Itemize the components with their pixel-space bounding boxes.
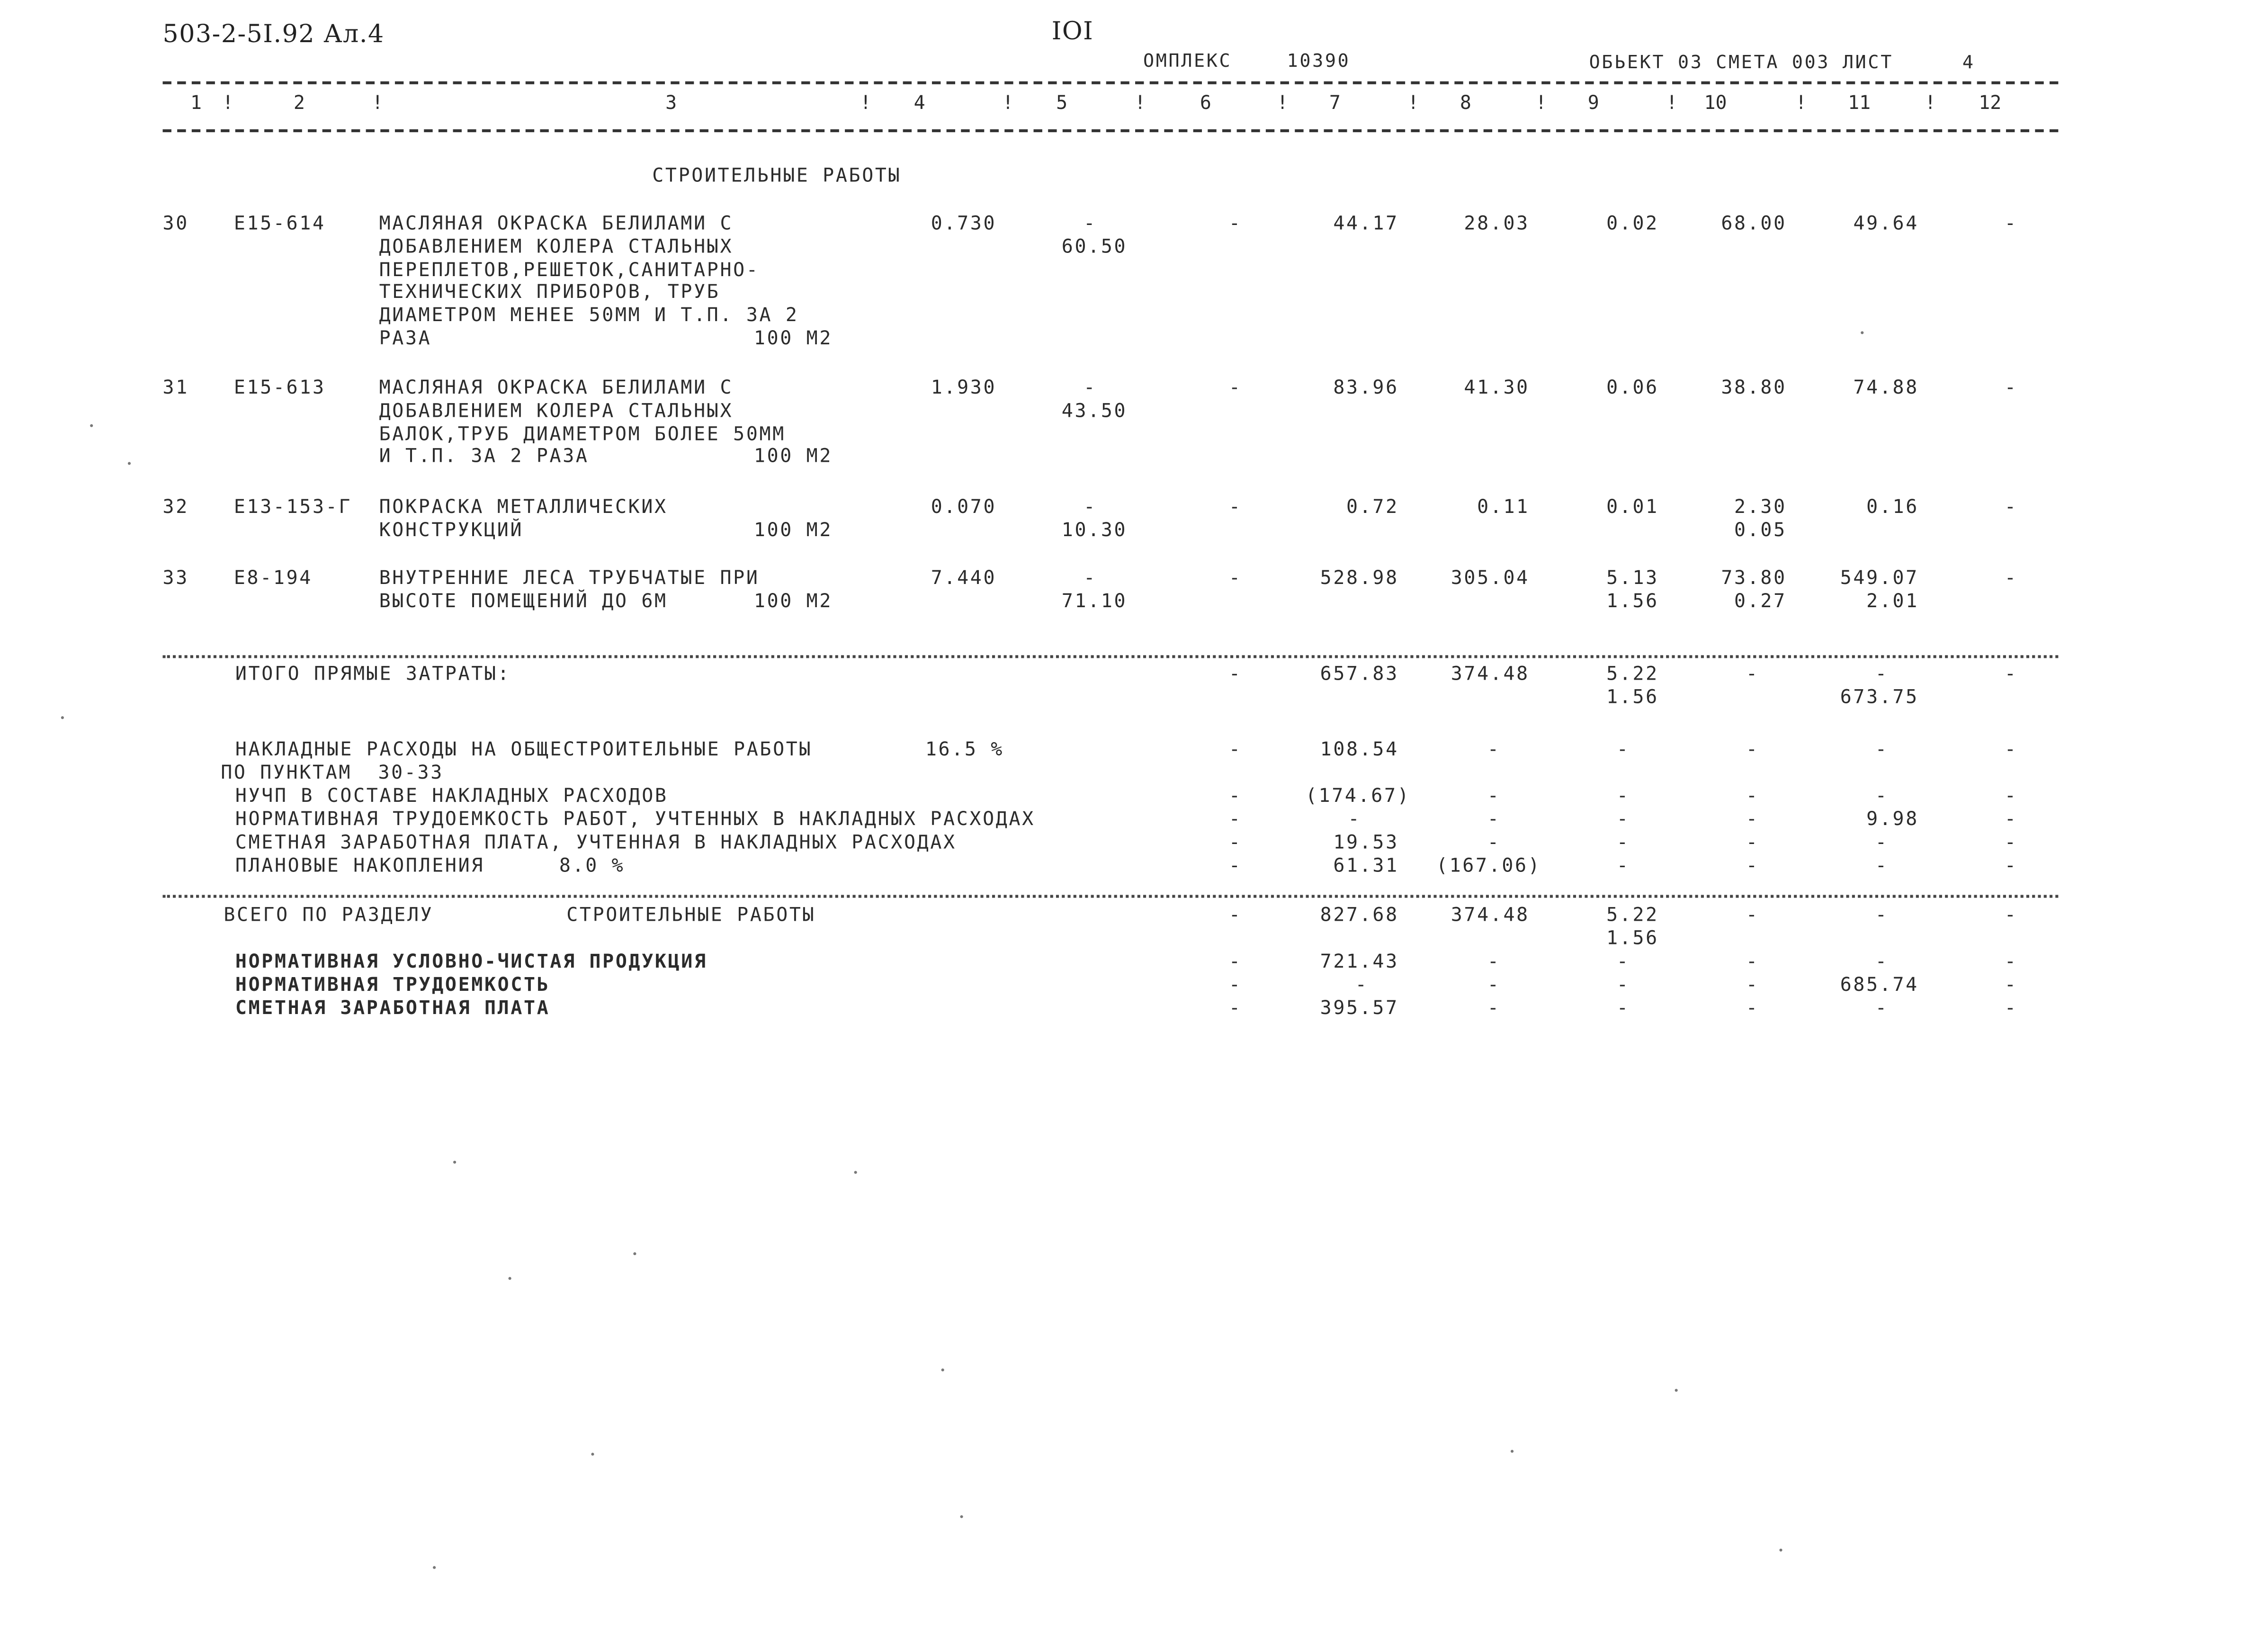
object-info: ОБЬЕКТ 03 СМЕТА 003 ЛИСТ: [1589, 51, 1893, 73]
row-c9: 0.06: [1606, 377, 1659, 400]
summary-c10: -: [1746, 975, 1759, 997]
column-number: 1: [190, 93, 202, 115]
summary-c12: -: [2004, 952, 2018, 974]
row-unit: 100 М2: [753, 446, 833, 468]
total-c11: -: [1875, 905, 1889, 927]
row-description-line: ДОБАВЛЕНИЕМ КОЛЕРА СТАЛЬНЫХ: [379, 400, 734, 422]
summary-c8: -: [1487, 952, 1501, 974]
row-c11: 549.07: [1840, 568, 1919, 590]
row-c10-second: 0.05: [1734, 520, 1787, 542]
row-c8: 41.30: [1464, 377, 1530, 400]
row-description-line: РАЗА: [379, 328, 432, 350]
column-separator: !: [222, 93, 234, 115]
overhead-c12: -: [2004, 832, 2018, 854]
row-description-line: МАСЛЯНАЯ ОКРАСКА БЕЛИЛАМИ С: [379, 377, 734, 400]
summary-c6: -: [1228, 952, 1242, 974]
scan-speck: [453, 1161, 456, 1164]
scan-speck: [433, 1566, 436, 1569]
direct-c6: -: [1228, 664, 1242, 686]
column-separator: !: [1134, 93, 1146, 115]
overhead-c12: -: [2004, 739, 2018, 762]
total-c7: 827.68: [1320, 905, 1399, 927]
row-c9: 0.01: [1606, 497, 1659, 519]
direct-c7: 657.83: [1320, 664, 1399, 686]
overhead-c11: -: [1875, 786, 1889, 808]
row-c7: 44.17: [1333, 213, 1399, 235]
overhead-label: СМЕТНАЯ ЗАРАБОТНАЯ ПЛАТА, УЧТЕННАЯ В НАКЛАДНЫХ РАСХОДАХ: [235, 832, 957, 854]
summary-c6: -: [1228, 998, 1242, 1020]
overhead-label: НУЧП В СОСТАВЕ НАКЛАДНЫХ РАСХОДОВ: [235, 786, 668, 808]
header-rule-bottom: [163, 129, 2059, 132]
overhead-c12: -: [2004, 786, 2018, 808]
overhead-label: ПО ПУНКТАМ 30-33: [221, 763, 444, 785]
overhead-c6: -: [1228, 786, 1242, 808]
overhead-c11: -: [1875, 739, 1889, 762]
summary-c8: -: [1487, 998, 1501, 1020]
column-separator: !: [372, 93, 384, 115]
row-c5-top: -: [1084, 377, 1097, 400]
row-c9: 0.02: [1606, 213, 1659, 235]
overhead-c6: -: [1228, 855, 1242, 878]
row-unit: 100 М2: [753, 520, 833, 542]
page-number: IOI: [1051, 17, 1094, 47]
scan-speck: [1779, 1549, 1782, 1552]
row-c5-bottom: 43.50: [1061, 400, 1128, 422]
column-separator: !: [1277, 93, 1289, 115]
overhead-c9: -: [1616, 855, 1630, 878]
total-c12: -: [2004, 905, 2018, 927]
summary-c9: -: [1616, 975, 1630, 997]
scan-speck: [1511, 1450, 1514, 1453]
overhead-c9: -: [1616, 786, 1630, 808]
row-c7: 83.96: [1333, 377, 1399, 400]
section-total-label: ВСЕГО ПО РАЗДЕЛУ: [224, 905, 434, 927]
row-code: Е13-153-Г: [233, 497, 352, 519]
direct-c12: -: [2004, 664, 2018, 686]
column-separator: !: [1795, 93, 1807, 115]
scan-speck: [128, 462, 131, 465]
section-title: СТРОИТЕЛЬНЫЕ РАБОТЫ: [652, 165, 902, 188]
summary-c12: -: [2004, 998, 2018, 1020]
row-c5-top: -: [1084, 497, 1097, 519]
overhead-c11: -: [1875, 855, 1889, 878]
row-number: 30: [162, 213, 189, 235]
row-c11: 49.64: [1853, 213, 1919, 235]
direct-c11: -: [1875, 664, 1889, 686]
summary-c7: -: [1355, 975, 1369, 997]
row-c9: 5.13: [1606, 568, 1659, 590]
row-unit: 100 М2: [753, 328, 833, 350]
scan-speck: [960, 1515, 963, 1518]
row-description-line: КОНСТРУКЦИЙ: [379, 520, 524, 542]
row-description-line: МАСЛЯНАЯ ОКРАСКА БЕЛИЛАМИ С: [379, 213, 734, 235]
scan-speck: [1675, 1389, 1678, 1392]
overhead-c7: -: [1348, 809, 1361, 831]
row-c7: 528.98: [1320, 568, 1399, 590]
summary-c12: -: [2004, 975, 2018, 997]
row-c12: -: [2004, 377, 2018, 400]
scan-speck: [509, 1277, 511, 1280]
row-c9-second: 1.56: [1606, 591, 1659, 613]
column-number: 9: [1587, 93, 1599, 115]
row-c5-bottom: 71.10: [1061, 591, 1128, 613]
column-number: 5: [1056, 93, 1068, 115]
row-c10-second: 0.27: [1734, 591, 1787, 613]
overhead-c10: -: [1746, 832, 1759, 854]
overhead-c9: -: [1616, 809, 1630, 831]
scan-speck: [591, 1453, 594, 1455]
complex-number: 10390: [1287, 49, 1351, 72]
column-number: 10: [1704, 93, 1727, 115]
overhead-c11: -: [1875, 832, 1889, 854]
direct-c9: 5.22: [1606, 664, 1659, 686]
scan-speck: [941, 1368, 944, 1371]
overhead-c8: (167.06): [1436, 855, 1541, 878]
column-separator: !: [860, 93, 871, 115]
row-c6: -: [1228, 377, 1242, 400]
overhead-c12: -: [2004, 809, 2018, 831]
overhead-label: ПЛАНОВЫЕ НАКОПЛЕНИЯ: [235, 855, 484, 878]
row-number: 32: [162, 497, 189, 519]
overhead-c8: -: [1487, 739, 1501, 762]
overhead-c7: 19.53: [1333, 832, 1399, 854]
row-description-line: ВЫСОТЕ ПОМЕЩЕНИЙ ДО 6М: [379, 591, 668, 613]
column-separator: !: [1002, 93, 1014, 115]
row-code: Е15-613: [233, 377, 326, 400]
summary-c6: -: [1228, 975, 1242, 997]
row-description-line: ДОБАВЛЕНИЕМ КОЛЕРА СТАЛЬНЫХ: [379, 236, 734, 259]
summary-label: НОРМАТИВНАЯ УСЛОВНО-ЧИСТАЯ ПРОДУКЦИЯ: [235, 952, 708, 974]
row-c7: 0.72: [1346, 497, 1399, 519]
row-c5-bottom: 60.50: [1061, 236, 1128, 259]
row-c12: -: [2004, 497, 2018, 519]
direct-c10: -: [1746, 664, 1759, 686]
overhead-c9: -: [1616, 739, 1630, 762]
document-code: 503-2-5I.92 Ал.4: [162, 20, 385, 50]
overhead-c6: -: [1228, 809, 1242, 831]
overhead-c7: 61.31: [1333, 855, 1399, 878]
overhead-c8: -: [1487, 786, 1501, 808]
overhead-label: НАКЛАДНЫЕ РАСХОДЫ НА ОБЩЕСТРОИТЕЛЬНЫЕ РАБОТЫ: [235, 739, 813, 762]
summary-label: СМЕТНАЯ ЗАРАБОТНАЯ ПЛАТА: [235, 998, 550, 1020]
sheet-number: 4: [1962, 51, 1975, 73]
row-c8: 305.04: [1451, 568, 1530, 590]
summary-c10: -: [1746, 952, 1759, 974]
row-c11: 0.16: [1866, 497, 1919, 519]
row-description-line: ВНУТРЕННИЕ ЛЕСА ТРУБЧАТЫЕ ПРИ: [379, 568, 760, 590]
row-c6: -: [1228, 497, 1242, 519]
total-c9: 5.22: [1606, 905, 1659, 927]
row-description-line: ДИАМЕТРОМ МЕНЕЕ 50ММ И Т.П. ЗА 2: [379, 305, 799, 327]
column-number: 8: [1460, 93, 1471, 115]
summary-c11: -: [1875, 998, 1889, 1020]
overhead-c12: -: [2004, 855, 2018, 878]
summary-label: НОРМАТИВНАЯ ТРУДОЕМКОСТЬ: [235, 975, 550, 997]
overhead-c6: -: [1228, 832, 1242, 854]
scan-speck: [633, 1252, 636, 1255]
column-separator: !: [1407, 93, 1419, 115]
row-description-line: ПОКРАСКА МЕТАЛЛИЧЕСКИХ: [379, 497, 668, 519]
summary-c9: -: [1616, 952, 1630, 974]
row-description-line: БАЛОК,ТРУБ ДИАМЕТРОМ БОЛЕЕ 50ММ: [379, 423, 786, 446]
direct-c11-second: 673.75: [1840, 687, 1919, 709]
row-quantity: 7.440: [931, 568, 997, 590]
row-c8: 0.11: [1477, 497, 1530, 519]
direct-costs-label: ИТОГО ПРЯМЫЕ ЗАТРАТЫ:: [235, 664, 511, 686]
column-separator: !: [1925, 93, 1936, 115]
column-number: 11: [1848, 93, 1871, 115]
scan-speck: [854, 1171, 857, 1174]
row-number: 33: [162, 568, 189, 590]
complex-label: ОМПЛЕКС: [1143, 49, 1232, 72]
direct-c9-second: 1.56: [1606, 687, 1659, 709]
column-number: 2: [293, 93, 305, 115]
summary-c8: -: [1487, 975, 1501, 997]
overhead-c10: -: [1746, 809, 1759, 831]
row-code: Е8-194: [233, 568, 313, 590]
row-c10: 73.80: [1721, 568, 1787, 590]
direct-c8: 374.48: [1451, 664, 1530, 686]
row-c5-bottom: 10.30: [1061, 520, 1128, 542]
row-c5-top: -: [1084, 568, 1097, 590]
row-c6: -: [1228, 568, 1242, 590]
dotted-rule-total: [163, 895, 2059, 898]
row-code: Е15-614: [233, 213, 326, 235]
column-number: 12: [1979, 93, 2002, 115]
overhead-rate: 8.0 %: [559, 855, 625, 878]
dotted-rule-direct: [163, 655, 2059, 658]
summary-c10: -: [1746, 998, 1759, 1020]
overhead-c7: (174.67): [1305, 786, 1411, 808]
row-c5-top: -: [1084, 213, 1097, 235]
row-number: 31: [162, 377, 189, 400]
overhead-label: НОРМАТИВНАЯ ТРУДОЕМКОСТЬ РАБОТ, УЧТЕННЫХ В НАКЛАДНЫХ РАСХОДАХ: [235, 809, 1035, 831]
total-c9-second: 1.56: [1606, 928, 1659, 950]
scan-speck: [1861, 331, 1863, 334]
total-c6: -: [1228, 905, 1242, 927]
total-c8: 374.48: [1451, 905, 1530, 927]
scan-speck: [61, 716, 64, 719]
summary-c9: -: [1616, 998, 1630, 1020]
column-number: 3: [665, 93, 677, 115]
summary-c11: -: [1875, 952, 1889, 974]
row-c10: 68.00: [1721, 213, 1787, 235]
header-rule-top: [163, 81, 2059, 84]
row-description-line: ТЕХНИЧЕСКИХ ПРИБОРОВ, ТРУБ: [379, 282, 720, 305]
row-c11-second: 2.01: [1866, 591, 1919, 613]
row-c6: -: [1228, 213, 1242, 235]
overhead-c11: 9.98: [1866, 809, 1919, 831]
summary-c7: 721.43: [1320, 952, 1399, 974]
column-number: 4: [914, 93, 925, 115]
overhead-c10: -: [1746, 855, 1759, 878]
row-c12: -: [2004, 213, 2018, 235]
summary-c11: 685.74: [1840, 975, 1919, 997]
row-c11: 74.88: [1853, 377, 1919, 400]
row-quantity: 0.070: [931, 497, 997, 519]
overhead-rate: 16.5 %: [925, 739, 1004, 762]
row-c10: 2.30: [1734, 497, 1787, 519]
row-quantity: 0.730: [931, 213, 997, 235]
overhead-c10: -: [1746, 739, 1759, 762]
overhead-c7: 108.54: [1320, 739, 1399, 762]
row-quantity: 1.930: [931, 377, 997, 400]
column-number: 7: [1329, 93, 1341, 115]
overhead-c9: -: [1616, 832, 1630, 854]
row-description-line: И Т.П. ЗА 2 РАЗА: [379, 446, 589, 468]
total-c10: -: [1746, 905, 1759, 927]
overhead-c8: -: [1487, 832, 1501, 854]
overhead-c10: -: [1746, 786, 1759, 808]
row-c12: -: [2004, 568, 2018, 590]
summary-c7: 395.57: [1320, 998, 1399, 1020]
section-total-name: СТРОИТЕЛЬНЫЕ РАБОТЫ: [566, 905, 816, 927]
row-c10: 38.80: [1721, 377, 1787, 400]
column-number: 6: [1200, 93, 1211, 115]
row-c8: 28.03: [1464, 213, 1530, 235]
row-description-line: ПЕРЕПЛЕТОВ,РЕШЕТОК,САНИТАРНО-: [379, 259, 760, 281]
column-separator: !: [1535, 93, 1547, 115]
scan-speck: [90, 424, 93, 427]
overhead-c8: -: [1487, 809, 1501, 831]
column-separator: !: [1666, 93, 1678, 115]
row-unit: 100 М2: [753, 591, 833, 613]
overhead-c6: -: [1228, 739, 1242, 762]
